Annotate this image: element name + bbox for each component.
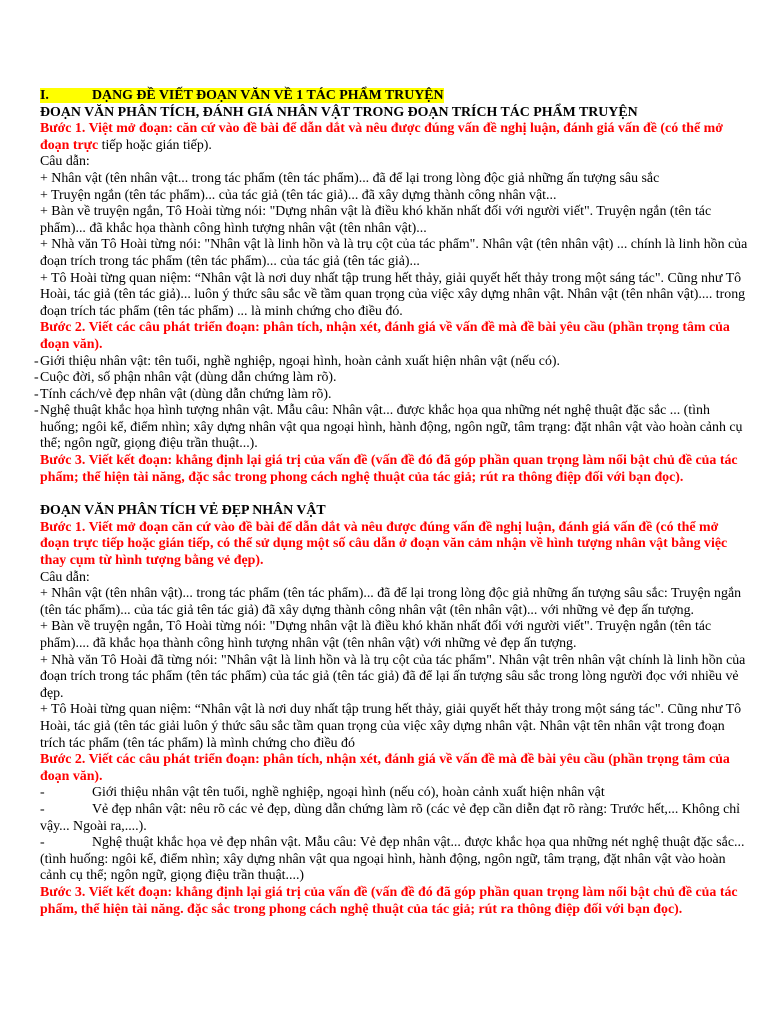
section1-step1-tail: tiếp hoặc gián tiếp). — [98, 137, 212, 153]
dash-item-text: Cuộc đời, số phận nhân vật (dùng dẫn chứng làm rõ). — [40, 370, 337, 386]
section2-line: + Nhân vật (tên nhân vật)... trong tác phẩm (tên tác phẩm)... đã để lại trong lòng độc giả những ấn tượng sâu sắc: Truyện ngắn (tên tác phẩm)... của tác giả tên tác giả) đã xây dựng thành công nhân vật (tên nhân vật)... với những vẻ đẹp ấn tượng. — [40, 586, 742, 618]
section2-step2: Bước 2. Viết các câu phát triển đoạn: phân tích, nhận xét, đánh giá về vấn đề mà đề bài yêu cầu (phần trọng tâm của đoạn văn). — [40, 752, 730, 784]
section1-dash-item: -Nghệ thuật khắc họa hình tượng nhân vật. Mẫu câu: Nhân vật... được khắc họa qua những nét nghệ thuật đặc sắc ... (tình huống; ngôi kể, điểm nhìn; xây dựng nhân vật qua ngoại hình, hành động, ngôn ngữ, tâm trạng: đặt nhân vật vào hoàn cảnh cụ thể; ngôn ngữ, giọng điệu trần thuật...). — [34, 403, 743, 452]
section2-line: + Nhà văn Tô Hoài đã từng nói: "Nhân vật là linh hồn và là trụ cột của tác phẩm". Nhân vật trên nhân vật chính là linh hồn của đoạn trích trong tác phẩm (tên tác phẩm) của tác giả (tên tác giả) đã để lại ấn tượng sâu sắc trong lòng người đọc với nhiều vẻ đẹp. — [40, 652, 746, 701]
section2-title: ĐOẠN VĂN PHÂN TÍCH VẺ ĐẸP NHÂN VẬT — [40, 503, 326, 519]
section1-line: + Truyện ngắn (tên tác phẩm)... của tác giả (tên tác giả)... đã xây dựng thành công nhân vật... — [40, 187, 557, 203]
heading-text: DẠNG ĐỀ VIẾT ĐOẠN VĂN VỀ 1 TÁC PHẨM TRUYỆN — [92, 88, 444, 103]
section2-tab-item: - Vẻ đẹp nhân vật: nêu rõ các vẻ đẹp, dùng dẫn chứng làm rõ (các vẻ đẹp cần diễn đạt rõ ràng: Trước hết,... Không chỉ vậy... Ngoài ra,....). — [40, 801, 741, 834]
section2-step1: Bước 1. Viết mở đoạn căn cứ vào đề bài để dẫn dắt và nêu được đúng vấn đề nghị luận, đánh giá vấn đề (có thể mở đoạn trực tiếp hoặc gián tiếp, có thể sử dụng một số câu dẫn ở đoạn văn cảm nhận về hình tượng nhân vật bằng việc thay cụm từ hình tượng bằng vẻ đẹp). — [40, 519, 728, 569]
section1-title: ĐOẠN VĂN PHÂN TÍCH, ĐÁNH GIÁ NHÂN VẬT TRONG ĐOẠN TRÍCH TÁC PHẨM TRUYỆN — [40, 104, 638, 120]
section1-line: + Bàn về truyện ngắn, Tô Hoài từng nói: "Dựng nhân vật là điều khó khăn nhất đối với người viết". Truyện ngắn (tên tác phẩm)... đã khắc họa thành công hình tượng nhân vật (tên nhân vật)... — [40, 204, 712, 236]
dash-item-text: Tính cách/vẻ đẹp nhân vật (dùng dẫn chứng làm rõ). — [40, 386, 332, 402]
tab-item-text: Giới thiệu nhân vật tên tuổi, nghề nghiệp, ngoại hình (nếu có), hoàn cảnh xuất hiện nhân vật — [92, 785, 605, 801]
dash-item-text: Giới thiệu nhân vật: tên tuổi, nghề nghiệp, ngoại hình, hoàn cảnh xuất hiện nhân vật (nếu có). — [40, 353, 561, 369]
main-heading — [40, 88, 750, 105]
section1-step1-text: Bước 1. Việt mở đoạn: căn cứ vào đề bài để dẫn dắt và nêu được đúng vấn đề nghị luận, đánh giá vấn đề (có thể mở đoạn trực — [40, 121, 723, 153]
document-body — [34, 88, 750, 918]
section1-step2: Bước 2. Viết các câu phát triển đoạn: phân tích, nhận xét, đánh giá về vấn đề mà đề bài yêu cầu (phần trọng tâm của đoạn văn). — [40, 320, 730, 352]
section2-line: + Bàn về truyện ngắn, Tô Hoài từng nói: "Dựng nhân vật là điều khó khăn nhất đối với người viết". Truyện ngắn (tên tác phẩm).... đã khắc họa thành công hình tượng nhân vật (tên nhân vật) với những vẻ đẹp ấn tượng. — [40, 619, 712, 651]
tab-item-text: Vẻ đẹp nhân vật: nêu rõ các vẻ đẹp, dùng dẫn chứng làm rõ (các vẻ đẹp cần diễn đạt rõ ràng: Trước hết,... Không chỉ vậy... Ngoài ra,....). — [40, 801, 741, 834]
section2-step3: Bước 3. Viết kết đoạn: khẳng định lại giá trị của vấn đề (vấn đề đó đã góp phần quan trọng làm nổi bật chủ đề của tác phẩm, thể hiện tài năng. đặc sắc trong phong cách nghệ thuật của tác giả; rút ra thông điệp đối với bạn đọc). — [40, 884, 738, 917]
section1-line: + Tô Hoài từng quan niệm: “Nhân vật là nơi duy nhất tập trung hết thảy, giải quyết hết thảy trong một sáng tác". Cũng như Tô Hoài, tác giả (tên tác giả)... luôn ý thức sâu sắc về tầm quan trọng của việc xây dựng nhân vật. Nhân vật (tên nhân vật).... trong đoạn trích tác phẩm (tên tác phẩm) ... là minh chứng cho điều đó. — [40, 270, 746, 319]
section1-dash-item: -Tính cách/vẻ đẹp nhân vật (dùng dẫn chứng làm rõ). — [34, 386, 332, 402]
section1-step3: Bước 3. Viết kết đoạn: khẳng định lại giá trị của vấn đề (vấn đề đó đã góp phần quan trọng làm nổi bật chủ đề của tác phẩm; thể hiện tài năng, đặc sắc trong phong cách nghệ thuật của tác giả; rút ra thông điệp đối với bạn đọc). — [40, 453, 738, 485]
section1-step1 — [40, 121, 750, 154]
tab-item-text: Nghệ thuật khắc họa vẻ đẹp nhân vật. Mẫu câu: Vẻ đẹp nhân vật... được khắc họa qua những nét nghệ thuật đặc sắc... (tình huống: ngôi kể, điểm nhìn; xây dựng nhân vật qua ngoại hình, hành động, ngôn ngữ, tâm trạng, đặt nhân vật vào hoàn cảnh cụ thể; ngôn ngữ, giọng điệu trần thuật....) — [40, 835, 745, 884]
section2-line: + Tô Hoài từng quan niệm: “Nhân vật là nơi duy nhất tập trung hết thảy, giải quyết hết thảy trong một sáng tác". Cũng như Tô Hoài, tác giả (tên tác giải luôn ý thức sâu sắc tầm quan trọng của việc xây dựng nhân vật. Nhân vật tên nhân vật trong đoạn trích tác phẩm (tên tác phẩm) là mình chứng cho điều đó — [40, 702, 742, 751]
section1-caudan: Câu dẫn: — [40, 154, 90, 170]
section2-tab-item: - Giới thiệu nhân vật tên tuổi, nghề nghiệp, ngoại hình (nếu có), hoàn cảnh xuất hiện nhân vật — [40, 785, 605, 801]
section2-caudan: Câu dẫn: — [40, 569, 90, 585]
section1-dash-item: -Giới thiệu nhân vật: tên tuổi, nghề nghiệp, ngoại hình, hoàn cảnh xuất hiện nhân vật (nếu có). — [34, 353, 561, 369]
heading-number: I. — [40, 88, 49, 103]
spacer — [40, 486, 750, 503]
section2-tab-item: - Nghệ thuật khắc họa vẻ đẹp nhân vật. Mẫu câu: Vẻ đẹp nhân vật... được khắc họa qua những nét nghệ thuật đặc sắc... (tình huống: ngôi kể, điểm nhìn; xây dựng nhân vật qua ngoại hình, hành động, ngôn ngữ, tâm trạng, đặt nhân vật vào hoàn cảnh cụ thể; ngôn ngữ, giọng điệu trần thuật....) — [40, 835, 745, 884]
section1-dash-item: -Cuộc đời, số phận nhân vật (dùng dẫn chứng làm rõ). — [34, 370, 337, 386]
section1-line: + Nhân vật (tên nhân vật... trong tác phẩm (tên tác phẩm)... đã để lại trong lòng độc giả những ấn tượng sâu sắc — [40, 170, 660, 186]
dash-item-text: Nghệ thuật khắc họa hình tượng nhân vật. Mẫu câu: Nhân vật... được khắc họa qua những nét nghệ thuật đặc sắc ... (tình huống; ngôi kể, điểm nhìn; xây dựng nhân vật qua ngoại hình, hành động, ngôn ngữ, tâm trạng: đặt nhân vật vào hoàn cảnh cụ thể; ngôn ngữ, giọng điệu trần thuật...). — [40, 403, 743, 452]
section1-line: + Nhà văn Tô Hoài từng nói: "Nhân vật là linh hồn và là trụ cột của tác phẩm". Nhân vật (tên nhân vật) ... chính là linh hồn của đoạn trích trong tác phẩm (tên tác phẩm)... của tác giả (tên tác giả)... — [40, 237, 748, 269]
